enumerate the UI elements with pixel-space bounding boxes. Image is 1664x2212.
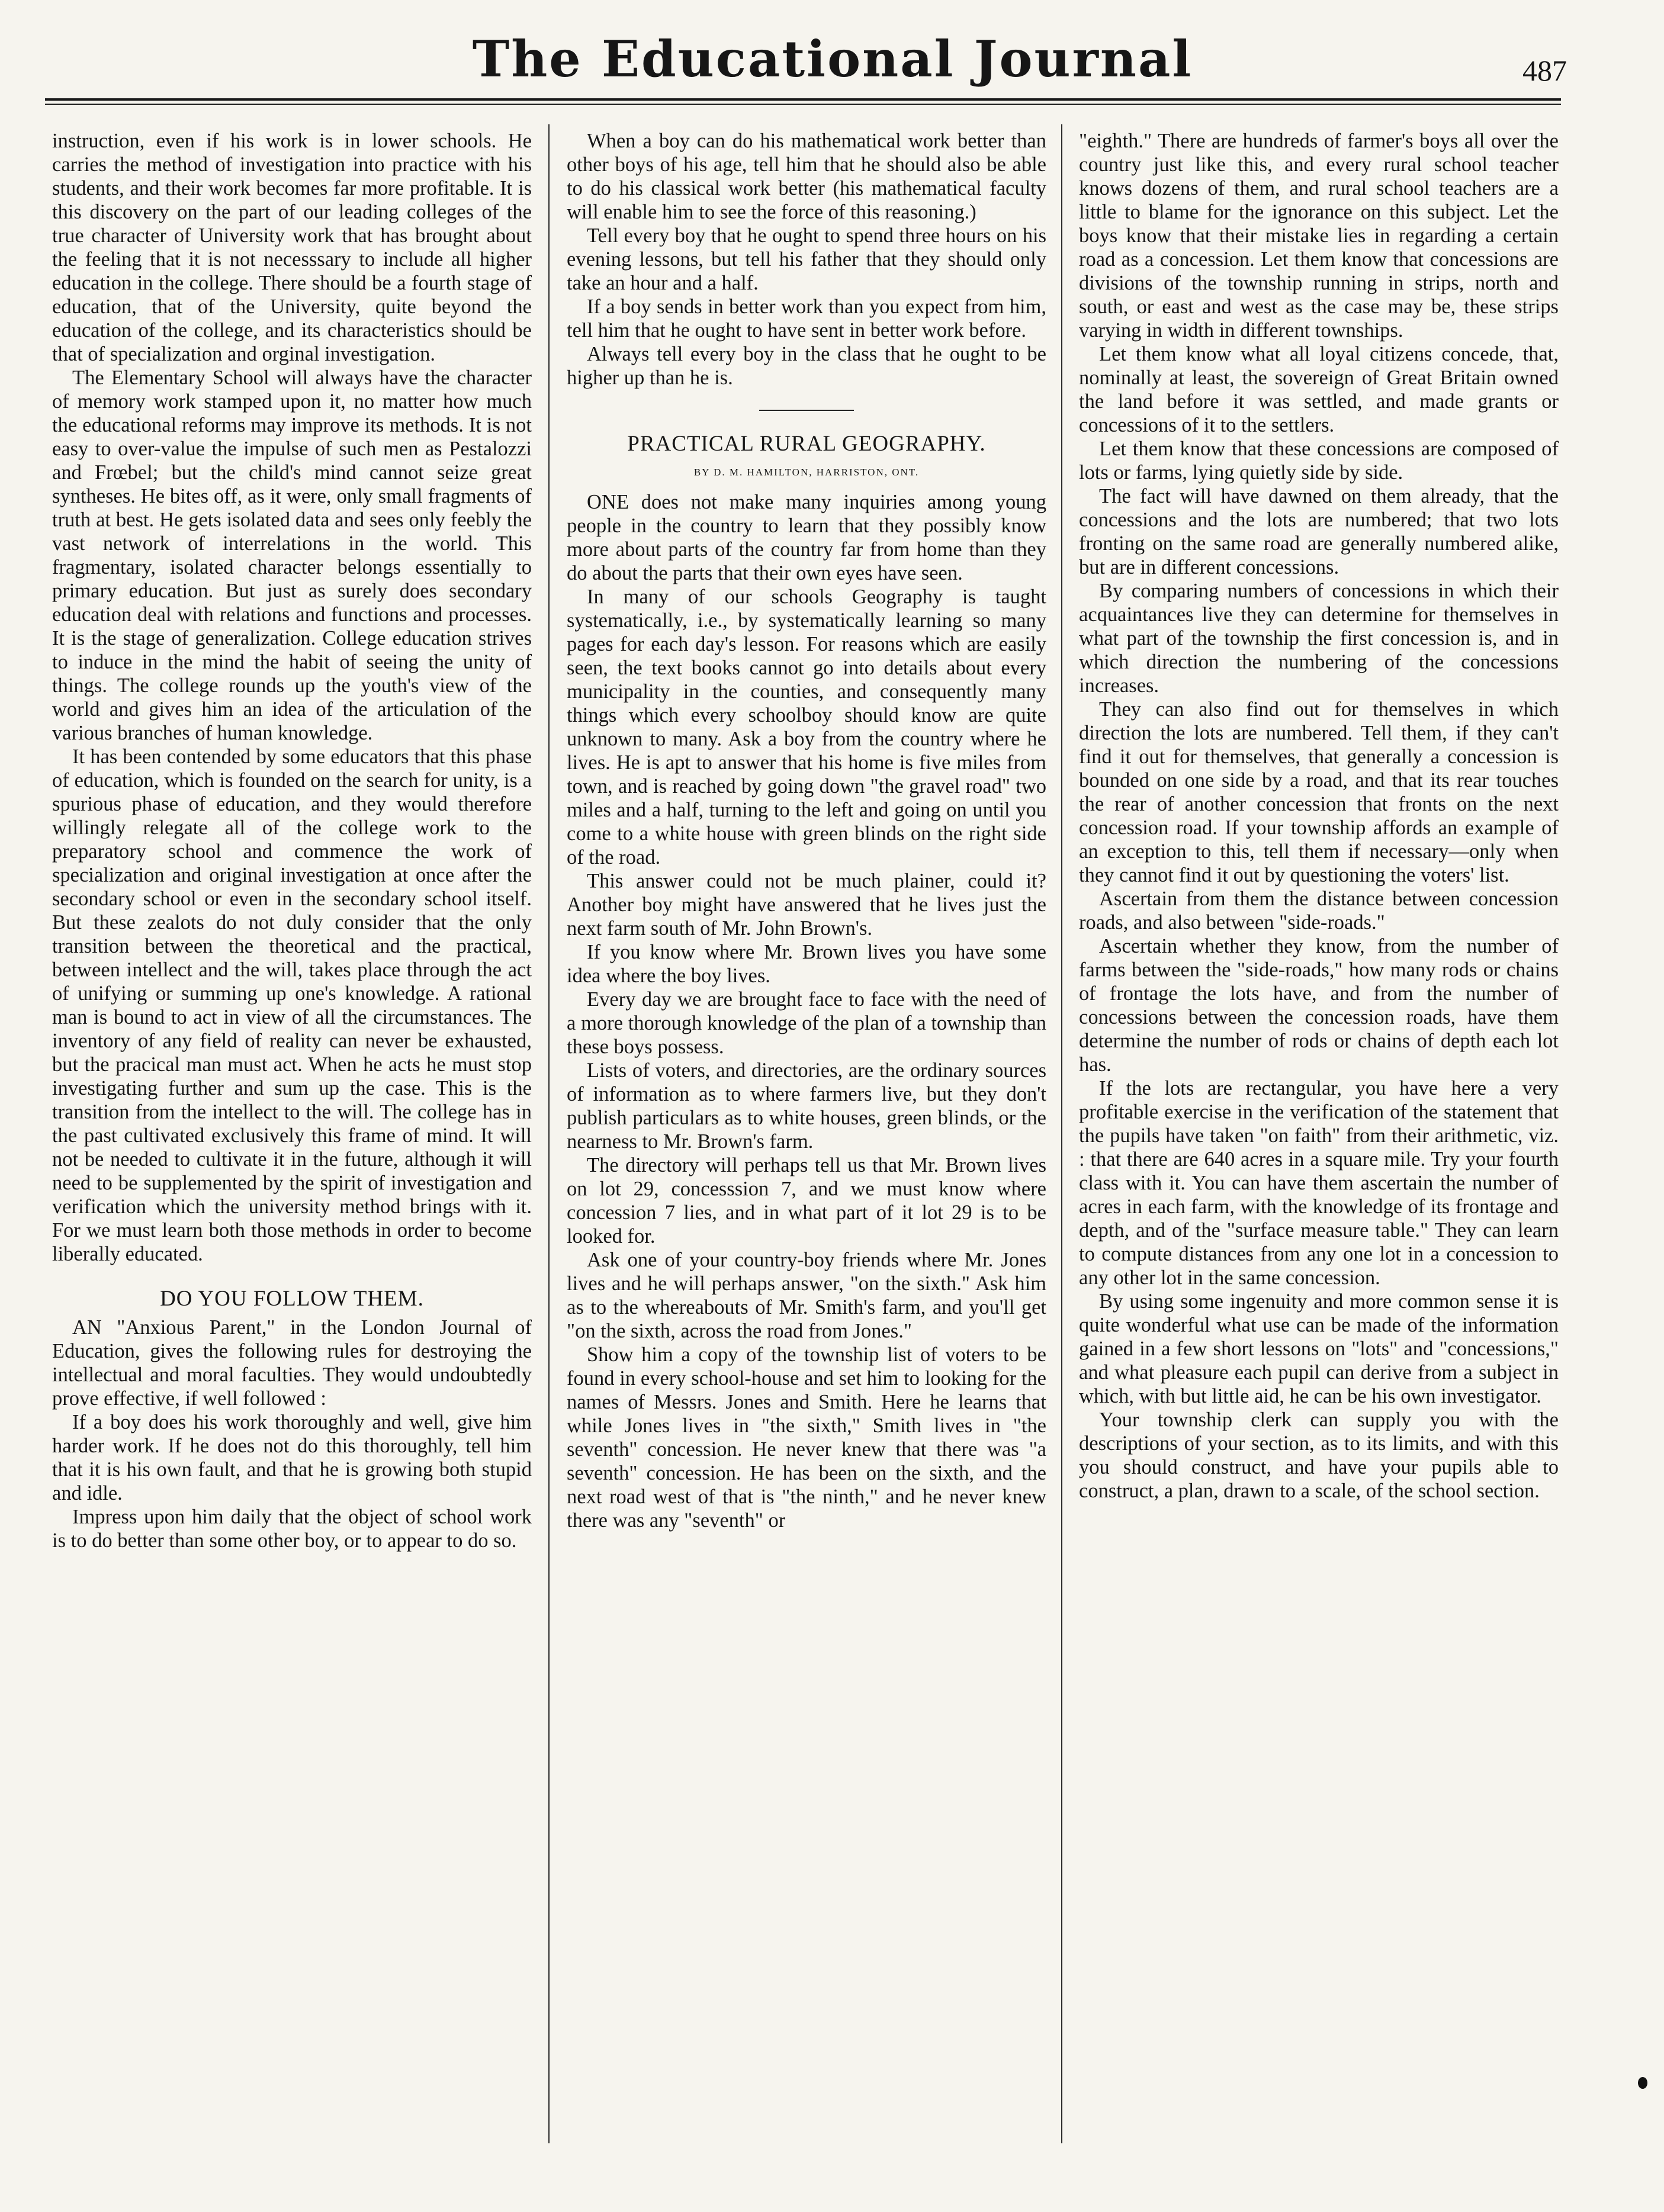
article-heading: PRACTICAL RURAL GEOGRAPHY. <box>627 432 986 456</box>
paragraph: Every day we are brought face to face with the need of a more thorough knowledge of the plan of a township than these boys possess. <box>567 988 1046 1058</box>
paragraph: Ascertain whether they know, from the number of farms between the "side-roads," how many rods or chains of frontage the lots have, and from the number of concessions between the concession roads, have them determine the number of rods or chains of depth each lot has. <box>1079 935 1559 1076</box>
masthead <box>45 30 1620 101</box>
margin-dot <box>1638 2077 1647 2089</box>
byline: BY D. M. HAMILTON, HARRISTON, ONT. <box>693 467 920 478</box>
paragraph: Show him a copy of the township list of voters to be found in every school-house and set him to looking for the names of Messrs. Jones and Smith. Here he learns that while Jones lives in "the sixth," Smith lives in "the seventh" concession. He never knew that there was "a seventh" concession. He has been on the sixth, and the next road west of that is "the ninth," and he never knew there was any "seventh" or <box>567 1343 1046 1532</box>
paragraph: Tell every boy that he ought to spend three hours on his evening lessons, but tell his father that they should only take an hour and a half. <box>567 224 1046 294</box>
paragraph: Let them know what all loyal citizens concede, that, nominally at least, the sovereign of Great Britain owned the land before it was settled, and made grants or concessions of it to the settlers. <box>1079 343 1559 436</box>
section-separator <box>759 410 854 411</box>
column-divider <box>548 124 550 2143</box>
header-rule-thin <box>45 104 1561 105</box>
paragraph: ONE does not make many inquiries among young people in the country to learn that they possibly know more about parts of the country far from home than they do about the parts that their own eyes have seen. <box>567 491 1046 584</box>
paragraph: When a boy can do his mathematical work better than other boys of his age, tell him that he should also be able to do his classical work better (his mathematical faculty will enable him to see the force of this reasoning.) <box>567 130 1046 223</box>
paragraph: If the lots are rectangular, you have here a very profitable exercise in the verification of the statement that the pupils have taken "on faith" from their arithmetic, viz. : that there are 640 acres in a square mile. Try your fourth class with it. You can have them ascertain the number of acres in each farm, with the knowledge of its frontage and depth, and of the "surface measure table." They can learn to compute distances from any one lot in a concession to any other lot in the same concession. <box>1079 1077 1559 1289</box>
paragraph: Ascertain from them the distance between concession roads, and also between "side-roads." <box>1079 888 1559 934</box>
paragraph: The Elementary School will always have the character of memory work stamped upon it, no matter how much the educational reforms may improve its methods. It is not easy to over-value the impulse of such men as Pestalozzi and Frœbel; but the child's mind cannot seize great syntheses. He bites off, as it were, only small fragments of truth at best. He gets isolated data and sees only feebly the vast network of interrelations in the world. This fragmentary, isolated character belongs essentially to primary education. But just as surely does secondary education deal with relations and functions and processes. It is the stage of generalization. College education strives to induce in the mind the habit of seeing the unity of things. The college rounds up the youth's view of the world and gives him an idea of the articulation of the various branches of human knowledge. <box>52 366 532 744</box>
paragraph: It has been contended by some educators that this phase of education, which is founded on the search for unity, is a spurious phase of education, and they would therefore willingly relegate all of the college work to the preparatory school and commence the work of specialization and original investigation at once after the secondary school or even in the secondary school itself. But these zealots do not duly consider that the only transition between the theoretical and the practical, between intellect and the will, takes place through the act of unifying or summing up one's knowledge. A rational man is bound to act in view of all the circumstances. The inventory of any field of reality can never be exhausted, but the pracical man must act. When he acts he must stop investigating further and sum up the case. This is the transition from the intellect to the will. The college has in the past cultivated exclusively this frame of mind. It will not be needed to cultivate it in the future, although it will need to be supplemented by the spirit of investigation and verification which the university method brings with it. For we must learn both those methods in order to become liberally educated. <box>52 745 532 1265</box>
journal-title: The Educational Journal <box>472 30 1193 88</box>
paragraph: Always tell every boy in the class that he ought to be higher up than he is. <box>567 343 1046 389</box>
paragraph: The directory will perhaps tell us that Mr. Brown lives on lot 29, concesssion 7, and we must know where concession 7 lies, and in what part of it lot 29 is to be looked for. <box>567 1154 1046 1248</box>
column-1 <box>52 129 532 2166</box>
page-number: 487 <box>1522 54 1567 87</box>
paragraph: AN "Anxious Parent," in the London Journal of Education, gives the following rules for destroying the intellectual and moral faculties. They would undoubtedly prove effective, if well followed : <box>52 1316 532 1410</box>
paragraph: "eighth." There are hundreds of farmer's boys all over the country just like this, and every rural school teacher knows dozens of them, and rural school teachers are a little to blame for the ignorance on this subject. Let the boys know that their mistake lies in regarding a certain road as a concession. Let them know that concessions are divisions of the township running in strips, north and south, or east and west as the case may be, these strips varying in width in different townships. <box>1079 130 1559 342</box>
header-rule <box>45 98 1561 101</box>
paragraph: If a boy does his work thoroughly and well, give him harder work. If he does not do this thoroughly, tell him that it is his own fault, and that he is growing both stupid and idle. <box>52 1411 532 1504</box>
paragraph: Lists of voters, and directories, are the ordinary sources of information as to where farmers live, but they don't publish particulars as to white houses, green blinds, or the nearness to Mr. Brown's farm. <box>567 1059 1046 1153</box>
paragraph: This answer could not be much plainer, could it? Another boy might have answered that he lives just the next farm south of Mr. John Brown's. <box>567 870 1046 940</box>
paragraph: If a boy sends in better work than you expect from him, tell him that he ought to have sent in better work before. <box>567 295 1046 342</box>
paragraph: In many of our schools Geography is taught systematically, i.e., by systematically learning so many pages for each day's lesson. For reasons which are easily seen, the text books cannot go into details about every municipality in the counties, and consequently many things which every schoolboy should know are quite unknown to many. Ask a boy from the country where he lives. He is apt to answer that his home is five miles from town, and is reached by going down "the gravel road" two miles and a half, turning to the left and going on until you come to a white house with green blinds on the right side of the road. <box>567 586 1046 869</box>
paragraph: By comparing numbers of concessions in which their acquaintances live they can determine for themselves in what part of the township the first concession is, and in which direction the numbering of the concessions increases. <box>1079 580 1559 697</box>
column-2 <box>567 129 1046 2166</box>
paragraph: They can also find out for themselves in which direction the lots are numbered. Tell them, if they can't find it out for themselves, that generally a concession is bounded on one side by a road, and that its rear touches the rear of another concession that fronts on the next concession road. If your township affords an example of an exception to this, tell them if necessary—only when they cannot find it out by questioning the voters' list. <box>1079 698 1559 886</box>
paragraph: Let them know that these concessions are composed of lots or farms, lying quietly side by side. <box>1079 438 1559 484</box>
paragraph: The fact will have dawned on them already, that the concessions and the lots are numbered; that two lots fronting on the same road are generally numbered alike, but are in different concessions. <box>1079 485 1559 578</box>
paragraph: Ask one of your country-boy friends where Mr. Jones lives and he will perhaps answer, "on the sixth." Ask him as to the whereabouts of Mr. Smith's farm, and you'll get "on the sixth, across the road from Jones." <box>567 1249 1046 1342</box>
paragraph: Impress upon him daily that the object of school work is to do better than some other boy, or to appear to do so. <box>52 1506 532 1552</box>
column-divider <box>1061 124 1062 2143</box>
paragraph: By using some ingenuity and more common sense it is quite wonderful what use can be made of the information gained in a few short lessons on "lots" and "concessions," and what pleasure each pupil can derive from a subject in which, with but little aid, he can be his own investigator. <box>1079 1290 1559 1407</box>
column-3 <box>1079 129 1559 2166</box>
paragraph: instruction, even if his work is in lower schools. He carries the method of investigation into practice with his students, and their work becomes far more profitable. It is this discovery on the part of our leading colleges of the true character of University work that has brought about the feeling that it is not necesssary to include all higher education in the college. There should be a fourth stage of education, that of the University, quite beyond the education of the college, and its characteristics should be that of specialization and orginal investigation. <box>52 130 532 365</box>
paragraph: If you know where Mr. Brown lives you have some idea where the boy lives. <box>567 941 1046 987</box>
paragraph: Your township clerk can supply you with the descriptions of your section, as to its limits, and with this you should construct, and have your pupils able to construct, a plan, drawn to a scale, of the school section. <box>1079 1409 1559 1502</box>
article-heading: DO YOU FOLLOW THEM. <box>160 1287 424 1311</box>
